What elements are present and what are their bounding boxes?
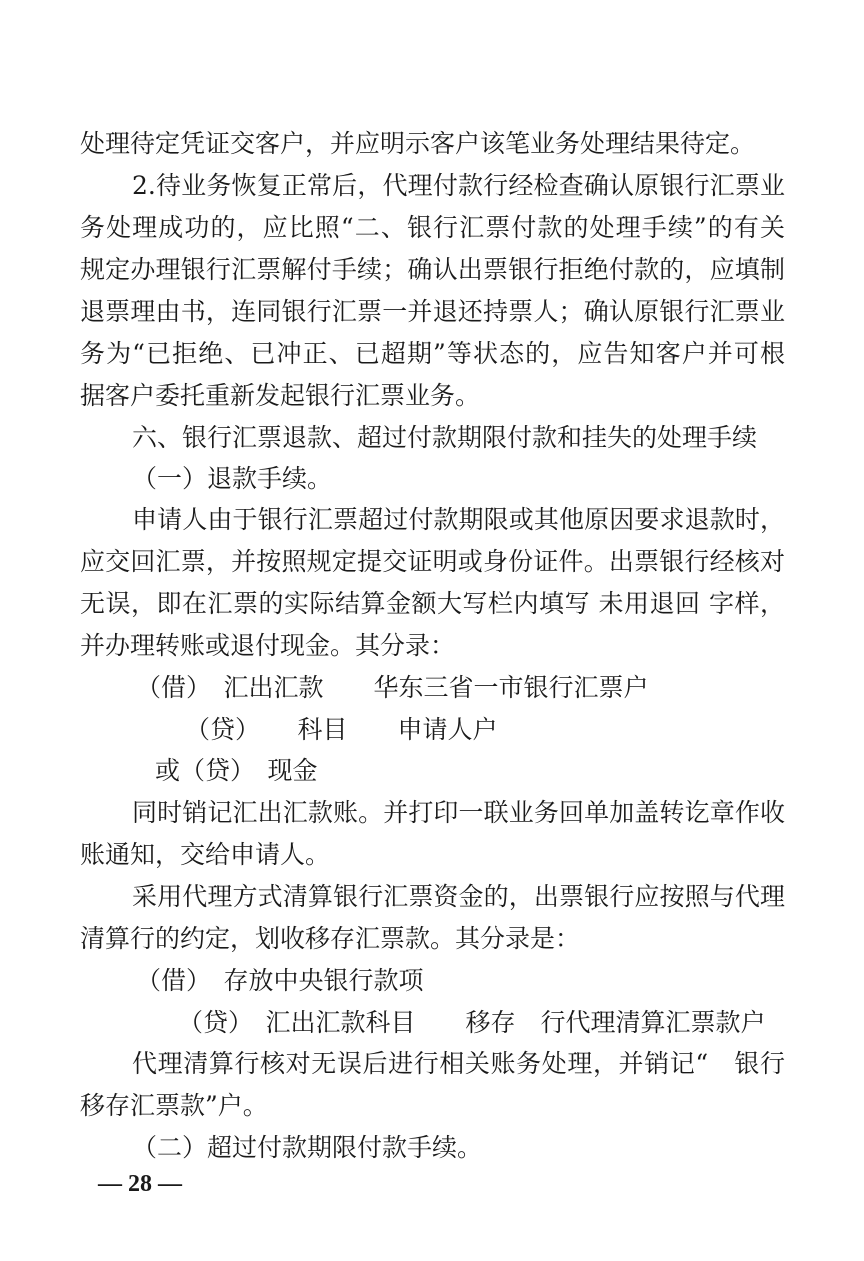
section-heading: 六、银行汇票退款、超过付款期限付款和挂失的处理手续 bbox=[132, 423, 758, 452]
text-line: 处理待定凭证交客户，并应明示客户该笔业务处理结果待定。 bbox=[80, 129, 756, 158]
text-line: 并办理转账或退付现金。其分录： bbox=[80, 631, 456, 660]
subsection-heading: （二）超过付款期限付款手续。 bbox=[132, 1133, 483, 1162]
text-line: 应交回汇票，并按照规定提交证明或身份证件。出票银行经核对 bbox=[80, 547, 785, 576]
text-line: 务处理成功的，应比照“二、银行汇票付款的处理手续”的有关 bbox=[80, 213, 785, 242]
text-line: 代理清算行核对无误后进行相关账务处理，并销记“ 银行 bbox=[132, 1049, 785, 1078]
entry-credit-alt: 或（贷） 现金 bbox=[155, 756, 318, 785]
text-line: 务为“已拒绝、已冲正、已超期”等状态的，应告知客户并可根 bbox=[80, 339, 785, 368]
text-line: 账通知，交给申请人。 bbox=[80, 840, 331, 869]
entry-debit: （借） 汇出汇款 华东三省一市银行汇票户 bbox=[136, 673, 649, 702]
entry-credit: （贷） 汇出汇款科目 移存 行代理清算汇票款户 bbox=[178, 1008, 766, 1037]
text-line: 移存汇票款”户。 bbox=[80, 1091, 268, 1120]
text-line: 清算行的约定，划收移存汇票款。其分录是： bbox=[80, 924, 581, 953]
text-line: 规定办理银行汇票解付手续；确认出票银行拒绝付款的，应填制 bbox=[80, 255, 785, 284]
text-line: 2.待业务恢复正常后，代理付款行经检查确认原银行汇票业 bbox=[132, 171, 785, 200]
text-line: 无误，即在汇票的实际结算金额大写栏内填写 未用退回 字样， bbox=[80, 589, 785, 618]
text-line: 同时销记汇出汇款账。并打印一联业务回单加盖转讫章作收 bbox=[132, 798, 785, 827]
text-line: 采用代理方式清算银行汇票资金的，出票银行应按照与代理 bbox=[132, 882, 785, 911]
page-number: — 28 — bbox=[98, 1171, 182, 1197]
text-line: 退票理由书，连同银行汇票一并退还持票人；确认原银行汇票业 bbox=[80, 297, 785, 326]
text-line: 据客户委托重新发起银行汇票业务。 bbox=[80, 381, 481, 410]
subsection-heading: （一）退款手续。 bbox=[132, 464, 333, 493]
text-line: 申请人由于银行汇票超过付款期限或其他原因要求退款时， bbox=[132, 505, 785, 534]
entry-debit: （借） 存放中央银行款项 bbox=[136, 966, 424, 995]
entry-credit: （贷） 科目 申请人户 bbox=[185, 715, 498, 744]
